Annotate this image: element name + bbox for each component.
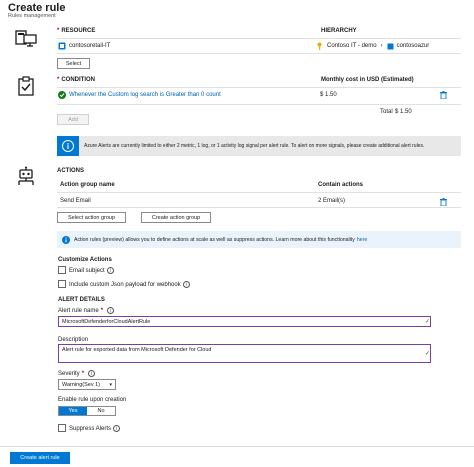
check-circle-icon xyxy=(58,91,66,99)
action-rules-info xyxy=(57,231,461,248)
delete-icon[interactable] xyxy=(440,198,447,206)
divider xyxy=(57,38,461,39)
divider xyxy=(57,87,461,88)
divider xyxy=(57,104,461,105)
enable-rule-toggle[interactable] xyxy=(58,406,116,416)
page-title: Create rule xyxy=(8,2,66,14)
action-row-contains: 2 Email(s) xyxy=(318,198,346,204)
valid-check-icon: ✓ xyxy=(425,351,431,357)
info-icon xyxy=(62,236,70,244)
resource-icon xyxy=(58,42,66,50)
json-payload-checkbox[interactable] xyxy=(58,280,66,288)
toggle-yes[interactable]: Yes xyxy=(59,407,87,415)
total-label: Total xyxy=(380,109,393,115)
divider xyxy=(57,192,461,193)
chevron-down-icon: ▾ xyxy=(109,381,112,388)
divider xyxy=(57,207,461,208)
col-contain-actions: Contain actions xyxy=(318,182,364,188)
email-subject-label: Email subject i xyxy=(69,267,114,274)
create-action-group-button[interactable]: Create action group xyxy=(141,212,211,223)
severity-value: Warning(Sev 1) xyxy=(62,381,101,388)
condition-heading: * CONDITION xyxy=(57,77,96,83)
description-label: Description xyxy=(58,337,89,343)
severity-select[interactable] xyxy=(58,379,116,390)
total-cost: $ 1.50 xyxy=(395,109,412,115)
resource-item xyxy=(58,42,110,50)
description-textarea[interactable]: Alert rule for exported data from Microsoft Defender for Cloud xyxy=(58,344,431,363)
select-resource-button[interactable]: Select xyxy=(57,58,90,69)
notice-text: Azure Alerts are currently limited to either 2 metric, 1 log, or 1 activity log signal per alert rule. To alert on more signals, please create additional alert rules. xyxy=(84,143,425,149)
divider xyxy=(57,53,461,54)
add-condition-button[interactable]: Add xyxy=(57,114,89,125)
chevron-right-icon: › xyxy=(380,43,383,49)
resource-heading: * RESOURCE xyxy=(57,28,96,34)
resource-name: contosoretail-IT xyxy=(69,43,111,49)
hierarchy-resource-group: contosoazur xyxy=(396,43,430,49)
info-icon: i xyxy=(107,267,114,274)
email-subject-checkbox[interactable] xyxy=(58,266,66,274)
notice-banner xyxy=(57,136,461,156)
computer-icon xyxy=(15,29,37,49)
info-icon: i xyxy=(57,136,79,156)
cube-icon xyxy=(387,43,394,50)
json-payload-label: Include custom Json payload for webhook i xyxy=(69,281,190,288)
customize-heading: Customize Actions xyxy=(58,257,112,263)
rule-name-input[interactable]: MicrosoftDefenderforCloudAlertRule xyxy=(58,316,431,327)
condition-link[interactable]: Whenever the Custom log search is Greater than 0 count xyxy=(69,92,221,98)
severity-label: Severity * i xyxy=(58,370,95,377)
hierarchy-path xyxy=(316,42,429,50)
robot-icon xyxy=(16,166,36,188)
valid-check-icon: ✓ xyxy=(425,319,431,325)
suppress-alerts-checkbox[interactable] xyxy=(58,424,66,432)
info-icon: i xyxy=(113,425,120,432)
actions-heading: ACTIONS xyxy=(57,168,84,174)
info-icon: i xyxy=(88,370,95,377)
enable-rule-label: Enable rule upon creation xyxy=(58,397,127,403)
hierarchy-heading: HIERARCHY xyxy=(321,28,357,34)
action-rules-text: Action rules (preview) allows you to define actions at scale as well as suppress actions. Learn more about this functionality xyxy=(74,236,355,243)
suppress-alerts-label: Suppress Alerts i xyxy=(69,425,120,432)
info-icon: i xyxy=(183,281,190,288)
toggle-no[interactable]: No xyxy=(87,407,115,415)
action-row-name: Send Email xyxy=(60,198,91,204)
info-icon: i xyxy=(107,307,114,314)
clipboard-check-icon xyxy=(18,76,34,98)
cost-heading: Monthly cost in USD (Estimated) xyxy=(321,77,414,83)
hierarchy-subscription: Contoso IT - demo xyxy=(327,43,377,49)
footer-divider xyxy=(0,446,474,447)
create-alert-rule-button[interactable]: Create alert rule xyxy=(10,452,70,464)
select-action-group-button[interactable]: Select action group xyxy=(57,212,126,223)
col-action-group-name: Action group name xyxy=(60,182,115,188)
alert-details-heading: ALERT DETAILS xyxy=(58,297,105,303)
key-icon xyxy=(316,42,323,50)
page-subtitle: Rules management xyxy=(8,13,56,19)
condition-cost: $ 1.50 xyxy=(320,92,337,98)
learn-more-link[interactable]: here xyxy=(356,236,368,243)
condition-row xyxy=(58,91,221,99)
rule-name-label: Alert rule name * i xyxy=(58,307,114,314)
delete-icon[interactable] xyxy=(440,91,447,99)
